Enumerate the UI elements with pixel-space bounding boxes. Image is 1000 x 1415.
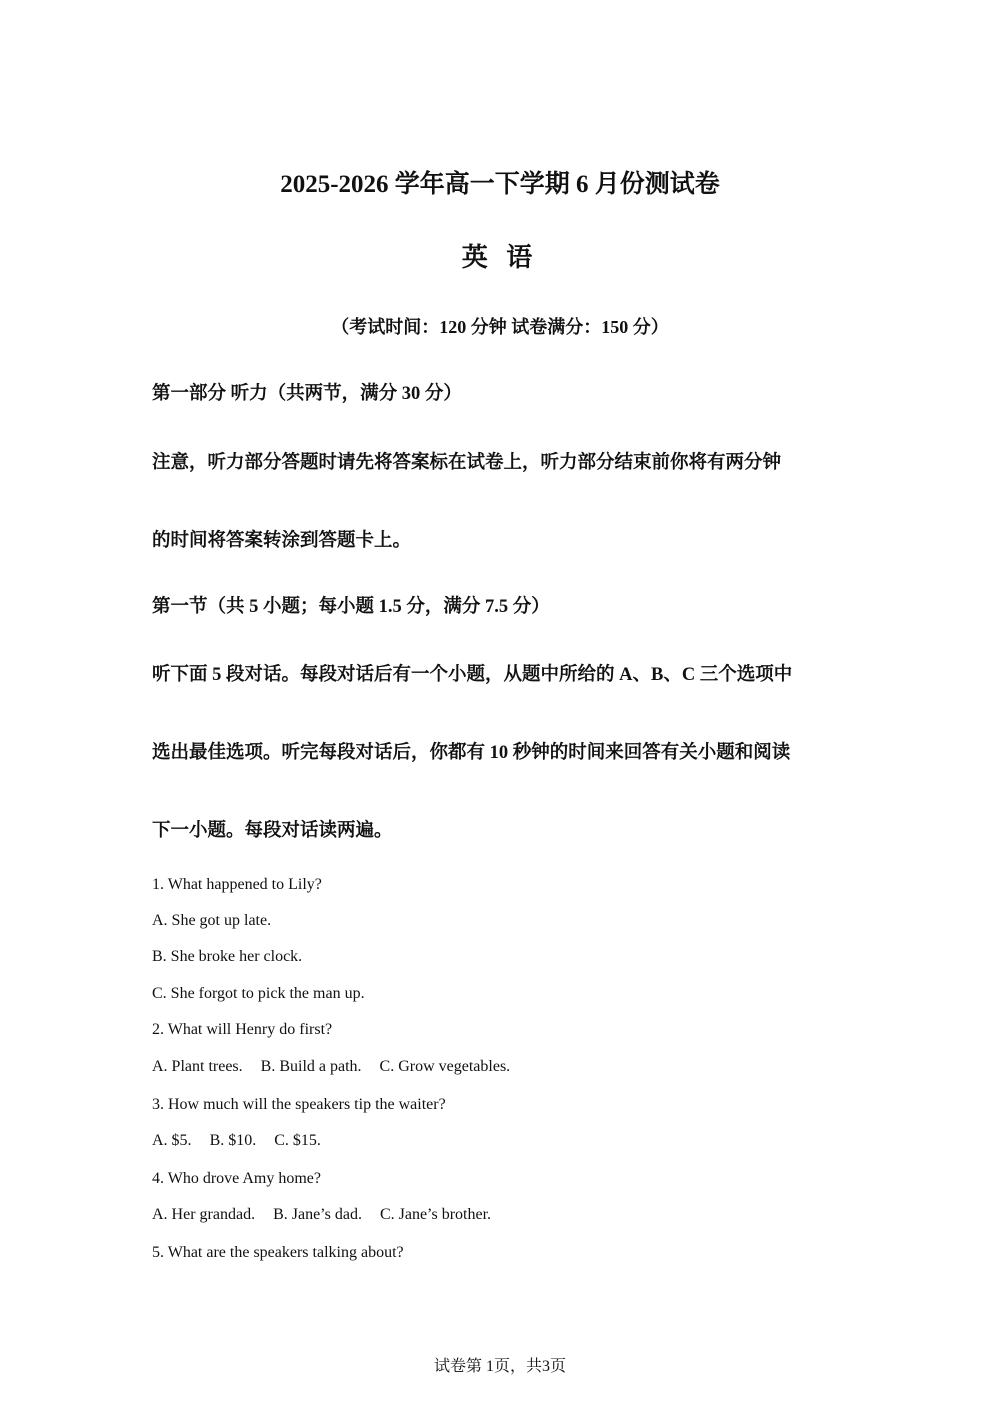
page-footer: 试卷第 1页，共3页 <box>433 1358 566 1375</box>
notice-line-2: 的时间将答案转涂到答题卡上。 <box>152 531 412 551</box>
question-4-option-b: B. Jane’s dad. <box>273 1206 362 1223</box>
question-3-option-a: A. $5. <box>152 1132 192 1149</box>
part1-heading: 第一部分 听力（共两节，满分 30 分） <box>152 384 462 404</box>
instruction-line-2: 选出最佳选项。听完每段对话后，你都有 10 秒钟的时间来回答有关小题和阅读 <box>152 743 791 763</box>
question-3-options <box>152 1130 852 1152</box>
question-4-options <box>152 1204 852 1226</box>
question-2-stem: 2. What will Henry do first? <box>152 1021 333 1038</box>
question-2-option-b: B. Build a path. <box>260 1058 362 1075</box>
instruction-line-3: 下一小题。每段对话读两遍。 <box>152 821 393 841</box>
section1-heading: 第一节（共 5 小题；每小题 1.5 分，满分 7.5 分） <box>152 597 550 617</box>
notice-line-1: 注意，听力部分答题时请先将答案标在试卷上，听力部分结束前你将有两分钟 <box>152 453 782 473</box>
instruction-line-1: 听下面 5 段对话。每段对话后有一个小题，从题中所给的 A、B、C 三个选项中 <box>152 665 793 685</box>
question-5-stem: 5. What are the speakers talking about? <box>152 1244 404 1261</box>
question-2-option-c: C. Grow vegetables. <box>379 1058 511 1075</box>
question-1-option-b: B. She broke her clock. <box>152 948 303 965</box>
question-1-option-a: A. She got up late. <box>152 912 272 929</box>
question-3-option-b: B. $10. <box>209 1132 257 1149</box>
question-3-option-c: C. $15. <box>274 1132 321 1149</box>
question-4-stem: 4. Who drove Amy home? <box>152 1170 322 1187</box>
question-3-stem: 3. How much will the speakers tip the waiter? <box>152 1096 446 1113</box>
question-4-option-c: C. Jane’s brother. <box>379 1206 492 1223</box>
question-4-option-a: A. Her grandad. <box>152 1206 256 1223</box>
question-1-stem: 1. What happened to Lily? <box>152 876 322 893</box>
subject-title: 英 语 <box>461 243 539 272</box>
question-2-option-a: A. Plant trees. <box>152 1058 243 1075</box>
question-2-options <box>152 1056 852 1078</box>
question-1-option-c: C. She forgot to pick the man up. <box>152 985 365 1002</box>
exam-info: （考试时间：120 分钟 试卷满分：150 分） <box>331 317 669 337</box>
exam-title: 2025-2026 学年高一下学期 6 月份测试卷 <box>280 171 720 198</box>
